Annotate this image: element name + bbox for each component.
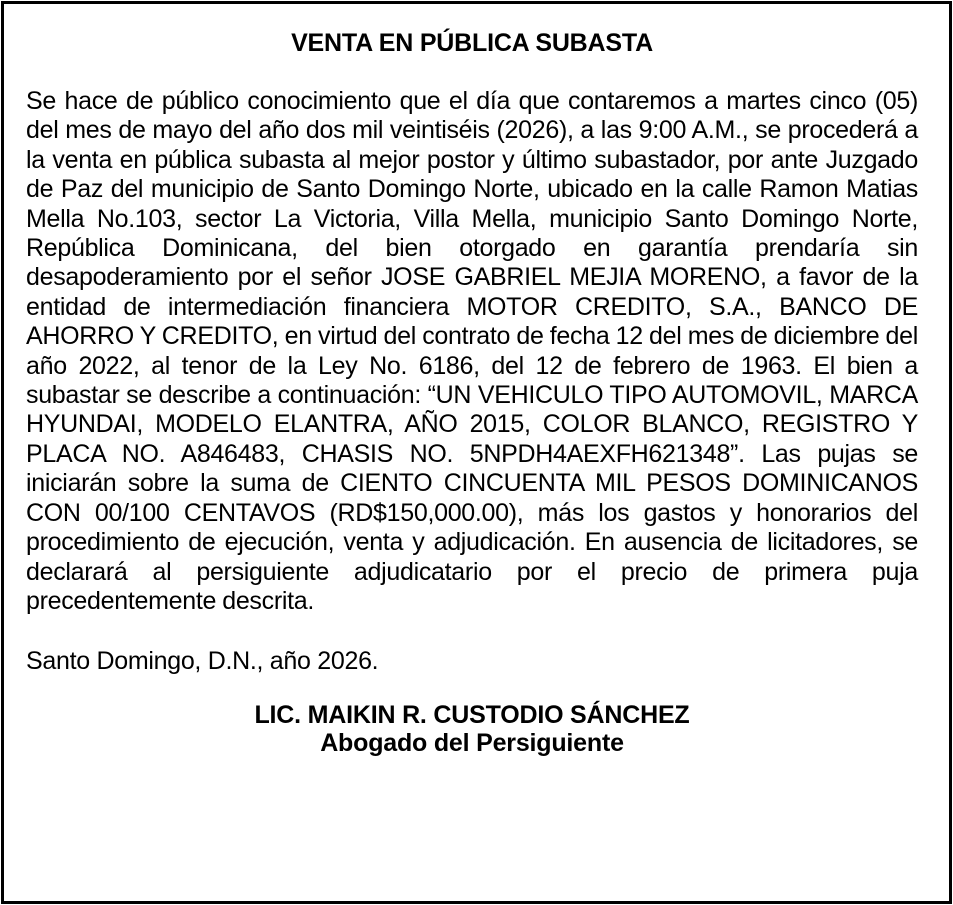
legal-notice xyxy=(26,28,918,757)
notice-body-paragraph: Se hace de público conocimiento que el día que contaremos a martes cinco (05) del mes de mayo del año dos mil veintiséis (2026), a las 9:00 A.M., se procederá a la venta en pública subasta al mejor postor y último subastador, por ante Juzgado de Paz del municipio de Santo Domingo Norte, ubicado en la calle Ramon Matias Mella No.103, sector La Victoria, Villa Mella, municipio Santo Domingo Norte, República Dominicana, del bien otorgado en garantía prendaría sin desapoderamiento por el señor JOSE GABRIEL MEJIA MORENO, a favor de la entidad de intermediación financiera MOTOR CREDITO, S.A., BANCO DE AHORRO Y CREDITO, en virtud del contrato de fecha 12 del mes de diciembre del año 2022, al tenor de la Ley No. 6186, del 12 de febrero de 1963. El bien a subastar se describe a continuación: “UN VEHICULO TIPO AUTOMOVIL, MARCA HYUNDAI, MODELO ELANTRA, AÑO 2015, COLOR BLANCO, REGISTRO Y PLACA NO. A846483, CHASIS NO. 5NPDH4AEXFH621348”. Las pujas se iniciarán sobre la suma de CIENTO CINCUENTA MIL PESOS DOMINICANOS CON 00/100 CENTAVOS (RD$150,000.00), más los gastos y honorarios del procedimiento de ejecución, venta y adjudicación. En ausencia de licitadores, se declarará al persiguiente adjudicatario por el precio de primera puja precedentemente descrita. xyxy=(26,87,918,615)
signatory-name: LIC. MAIKIN R. CUSTODIO SÁNCHEZ xyxy=(254,701,690,730)
signature-block xyxy=(26,701,918,757)
notice-title: VENTA EN PÚBLICA SUBASTA xyxy=(291,29,653,57)
signatory-role: Abogado del Persiguiente xyxy=(320,729,624,758)
notice-place-date: Santo Domingo, D.N., año 2026. xyxy=(26,647,379,676)
